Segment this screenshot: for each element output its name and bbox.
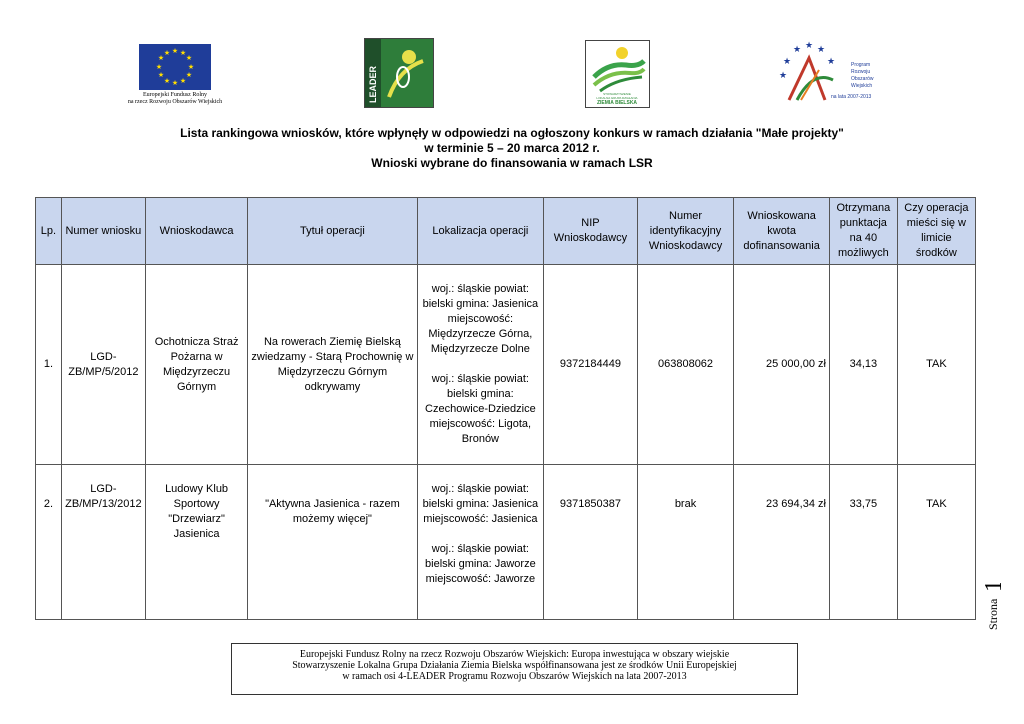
svg-text:★: ★ — [187, 63, 195, 71]
svg-text:Obszarów: Obszarów — [851, 76, 874, 82]
cell-kwota: 25 000,00 zł — [734, 265, 830, 465]
column-header: Tytuł operacji — [248, 198, 417, 265]
cell-punktacja: 34,13 — [829, 265, 897, 465]
column-header: Numer identyfikacyjny Wnioskodawcy — [637, 198, 734, 265]
svg-text:★: ★ — [157, 71, 165, 79]
svg-text:★: ★ — [163, 49, 171, 57]
svg-text:★: ★ — [171, 79, 179, 87]
cell-lp: 1. — [36, 265, 62, 465]
cell-lp: 2. — [36, 465, 62, 620]
svg-text:★: ★ — [179, 49, 187, 57]
svg-text:★: ★ — [155, 63, 163, 71]
cell-nip: 9371850387 — [544, 465, 638, 620]
column-header: Lp. — [36, 198, 62, 265]
cell-id: 063808062 — [637, 265, 734, 465]
location-entry: woj.: śląskie powiat: bielski gmina: Czechowice-Dziedzice miejscowość: Ligota, Bronów — [425, 373, 536, 445]
cell-wnioskodawca: Ochotnicza Straż Pożarna w Międzyrzeczu Górnym — [145, 265, 247, 465]
cell-numer: LGD-ZB/MP/13/2012 — [61, 465, 145, 620]
svg-text:Wiejskich: Wiejskich — [851, 83, 873, 89]
ziemia-bielska-logo — [585, 40, 650, 108]
svg-text:★: ★ — [157, 54, 165, 62]
svg-text:Program: Program — [851, 62, 871, 68]
eu-caption: Europejski Fundusz Rolny na rzecz Rozwoju Obszarów Wiejskich — [127, 92, 223, 105]
location-entry: woj.: śląskie powiat: bielski gmina: Jasienica miejscowość: Jasienica — [422, 483, 539, 525]
leader-logo — [364, 38, 434, 108]
svg-text:LOKALNA GRUPA DZIAŁANIA: LOKALNA GRUPA DZIAŁANIA — [596, 96, 638, 100]
table-row — [36, 265, 976, 465]
document-subtitle: Wnioski wybrane do finansowania w ramach LSR — [371, 156, 653, 170]
svg-text:★: ★ — [179, 77, 187, 85]
column-header: Wnioskodawca — [145, 198, 247, 265]
cell-limit: TAK — [897, 265, 975, 465]
svg-text:★: ★ — [185, 54, 193, 62]
svg-text:★: ★ — [827, 57, 836, 67]
eu-logo — [120, 40, 230, 112]
cell-punktacja: 33,75 — [829, 465, 897, 620]
footer-line: Europejski Fundusz Rolny na rzecz Rozwoju Obszarów Wiejskich: Europa inwestująca w obszary wiejskie — [299, 649, 730, 660]
footer-line: Stowarzyszenie Lokalna Grupa Działania Ziemia Bielska współfinansowana jest ze środków Unii Europejskiej — [292, 660, 737, 671]
cell-lokalizacja — [417, 465, 544, 620]
svg-text:Rozwoju: Rozwoju — [851, 69, 871, 75]
column-header: Czy operacja mieści się w limicie środków — [897, 198, 975, 265]
column-header: Wnioskowana kwota dofinansowania — [734, 198, 830, 265]
cell-kwota: 23 694,34 zł — [734, 465, 830, 620]
svg-text:na lata 2007-2013: na lata 2007-2013 — [831, 94, 872, 100]
column-header: NIP Wnioskodawcy — [544, 198, 638, 265]
leader-text: LEADER — [368, 65, 378, 103]
cell-limit: TAK — [897, 465, 975, 620]
svg-text:★: ★ — [171, 47, 179, 55]
cell-id: brak — [637, 465, 734, 620]
column-header: Otrzymana punktacja na 40 możliwych — [829, 198, 897, 265]
document-title: Lista rankingowa wniosków, które wpłynęły w odpowiedzi na ogłoszony konkurs w ramach działania "Małe projekty" — [180, 126, 844, 140]
svg-text:★: ★ — [805, 41, 814, 51]
footer-line: w ramach osi 4-LEADER Programu Rozwoju Obszarów Wiejskich na lata 2007-2013 — [342, 671, 687, 682]
document-date-range: w terminie 5 – 20 marca 2012 r. — [424, 141, 600, 155]
page-number — [975, 583, 1015, 633]
column-header: Lokalizacja operacji — [417, 198, 544, 265]
table-header-row — [36, 198, 976, 265]
cell-lokalizacja — [417, 265, 544, 465]
svg-text:★: ★ — [163, 77, 171, 85]
cell-tytul: Na rowerach Ziemię Bielską zwiedzamy - Starą Prochownię w Międzyrzeczu Górnym odkrywamy — [248, 265, 417, 465]
cell-nip: 9372184449 — [544, 265, 638, 465]
svg-text:★: ★ — [185, 71, 193, 79]
column-header: Numer wniosku — [61, 198, 145, 265]
svg-text:★: ★ — [817, 45, 826, 55]
footer — [231, 643, 798, 695]
table-row — [36, 465, 976, 620]
svg-text:★: ★ — [793, 45, 802, 55]
svg-text:ZIEMIA BIELSKA: ZIEMIA BIELSKA — [596, 100, 638, 106]
page-number-value: 1 — [981, 583, 1007, 592]
cell-numer: LGD-ZB/MP/5/2012 — [61, 265, 145, 465]
location-entry: woj.: śląskie powiat: bielski gmina: Jasienica miejscowość: Międzyrzecze Górna, Międzyrzecze Dolne — [422, 283, 539, 355]
prow-logo — [775, 40, 885, 106]
svg-text:★: ★ — [779, 71, 788, 81]
svg-text:★: ★ — [783, 57, 792, 67]
page-label: Strona — [986, 598, 1000, 630]
ranking-table — [35, 197, 976, 620]
cell-tytul: "Aktywna Jasienica - razem możemy więcej" — [248, 465, 417, 620]
svg-text:STOWARZYSZENIE: STOWARZYSZENIE — [603, 92, 631, 96]
cell-wnioskodawca: Ludowy Klub Sportowy "Drzewiarz" Jasienica — [145, 465, 247, 620]
location-entry: woj.: śląskie powiat: bielski gmina: Jaworze miejscowość: Jaworze — [425, 543, 536, 585]
eu-flag-icon — [139, 44, 211, 90]
